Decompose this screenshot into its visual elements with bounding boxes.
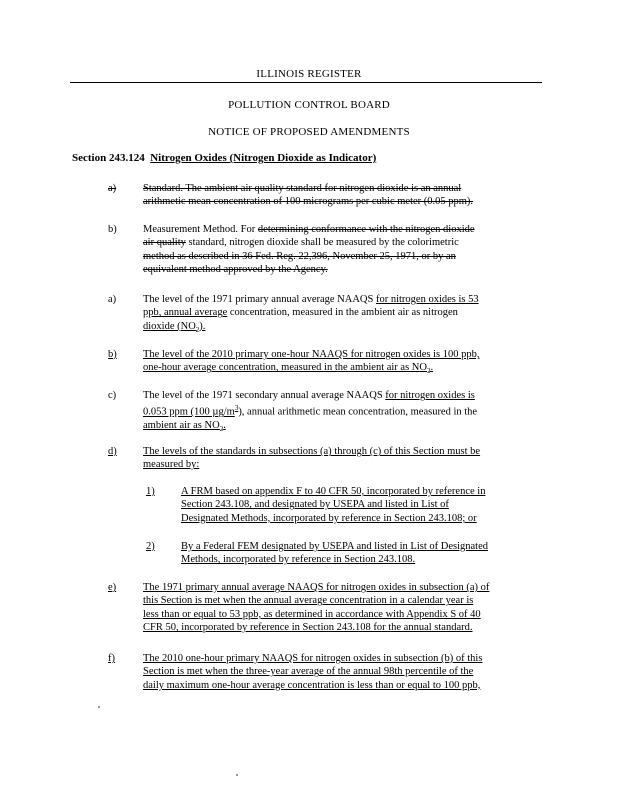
item-label-c: c): [108, 390, 117, 401]
item-c: [143, 389, 538, 437]
item-d1-line: Designated Methods, incorporated by reference in Section 243.108; or: [181, 512, 477, 524]
inserted-text: 0.053 ppm (100 µg/m: [143, 406, 235, 418]
item-old-a-line: arithmetic mean concentration of 100 micrograms per cubic meter (0.05 ppm).: [143, 196, 474, 208]
inserted-text: ppb, annual average: [143, 307, 228, 319]
struck-text: determining conformance with the nitrogen dioxide: [257, 224, 475, 235]
board-title: POLLUTION CONTROL BOARD: [228, 99, 390, 111]
inserted-text: .: [430, 362, 434, 374]
item-c-line: [143, 419, 538, 437]
item-b-line: The level of the 2010 primary one-hour NAAQS for nitrogen oxides is 100 ppb,: [143, 349, 480, 360]
text-span: Measurement Method. For: [143, 224, 258, 235]
inserted-text: one-hour average concentration, measured in the ambient air as NO: [143, 362, 427, 374]
inserted-text: for nitrogen oxides is: [385, 390, 475, 401]
item-b: [143, 348, 538, 379]
item-a-line: [143, 306, 538, 319]
item-d2: [181, 540, 538, 567]
item-f-line: The 2010 one-hour primary NAAQS for nitrogen oxides in subsection (b) of this: [143, 653, 483, 664]
scan-speck: [236, 774, 238, 776]
item-label-e: e): [108, 582, 117, 593]
item-c-line: [143, 389, 538, 402]
notice-title: NOTICE OF PROPOSED AMENDMENTS: [208, 126, 410, 138]
item-old-b-line: equivalent method approved by the Agency.: [143, 264, 328, 276]
inserted-text: ).: [199, 320, 206, 332]
item-old-b-line: method as described in 36 Fed. Reg. 22,396, November 25, 1971, or by an: [143, 250, 456, 262]
scan-speck: [98, 706, 100, 708]
item-label-a: a): [108, 294, 117, 305]
item-e: [143, 581, 538, 635]
item-e-line: less than or equal to 53 ppb, as determined in accordance with Appendix S of 40: [143, 608, 481, 620]
section-title: Nitrogen Oxides (Nitrogen Dioxide as Indicator): [150, 152, 377, 164]
item-a: [143, 293, 538, 337]
inserted-text: for nitrogen oxides is 53: [375, 294, 479, 305]
item-d2-line: By a Federal FEM designated by USEPA and listed in List of Designated: [181, 541, 488, 552]
item-a-line: [143, 320, 538, 338]
item-b-line: [143, 361, 538, 379]
item-label-b: b): [108, 349, 117, 360]
item-old-a-line: Standard. The ambient air quality standard for nitrogen dioxide is an annual: [143, 183, 462, 194]
item-label-d2: 2): [146, 541, 155, 552]
item-d2-line: Methods, incorporated by reference in Section 243.108.: [181, 554, 416, 566]
subscript: 2: [219, 425, 224, 434]
item-label-old-a: a): [108, 183, 117, 194]
item-f: [143, 652, 538, 692]
item-label-old-b: b): [108, 224, 117, 235]
text-span: The level of the 1971 primary annual average NAAQS: [143, 294, 376, 305]
struck-text: air quality: [143, 237, 186, 249]
item-d: [143, 445, 538, 472]
item-e-line: The 1971 primary annual average NAAQS for nitrogen oxides in subsection (a) of: [143, 582, 490, 593]
item-a-line: [143, 293, 538, 306]
item-old-b: [143, 223, 538, 277]
item-d-line: The levels of the standards in subsections (a) through (c) of this Section must be: [143, 446, 481, 457]
item-label-f: f): [108, 653, 115, 664]
subscript: 2: [195, 325, 200, 334]
item-c-line: [143, 402, 538, 419]
item-f-line: daily maximum one-hour average concentration is less than or equal to 100 ppb,: [143, 679, 481, 691]
item-d1-line: A FRM based on appendix F to 40 CFR 50, incorporated by reference in: [181, 486, 486, 497]
item-f-line: Section is met when the three-year average of the annual 98th percentile of the: [143, 666, 474, 678]
item-old-b-line: [143, 223, 538, 236]
section-heading: [72, 152, 376, 164]
text-span: ), annual arithmetic mean concentration, measured in the: [238, 406, 478, 418]
subscript: 2: [426, 367, 431, 376]
item-d-line: measured by:: [143, 459, 200, 471]
superscript: 3: [234, 404, 239, 413]
inserted-text: ambient air as NO: [143, 420, 220, 432]
inserted-text: dioxide (NO: [143, 320, 196, 332]
register-title: ILLINOIS REGISTER: [256, 68, 362, 80]
item-e-line: this Section is met when the annual average concentration in a calendar year is: [143, 595, 474, 607]
inserted-text: .: [223, 420, 226, 432]
item-old-b-line: [143, 236, 538, 249]
section-number: Section 243.124: [72, 152, 145, 164]
header-rule: [70, 82, 542, 83]
item-label-d: d): [108, 446, 117, 457]
text-span: standard, nitrogen dioxide shall be measured by the colorimetric: [185, 237, 459, 249]
item-e-line: CFR 50, incorporated by reference in Section 243.108 for the annual standard.: [143, 622, 473, 634]
item-old-a: [143, 182, 538, 209]
item-d1: [181, 485, 538, 525]
item-d1-line: Section 243.108, and designated by USEPA and listed in List of: [181, 499, 449, 511]
item-label-d1: 1): [146, 486, 155, 497]
text-span: The level of the 1971 secondary annual average NAAQS: [143, 390, 386, 401]
text-span: concentration, measured in the ambient air as nitrogen: [227, 307, 458, 319]
